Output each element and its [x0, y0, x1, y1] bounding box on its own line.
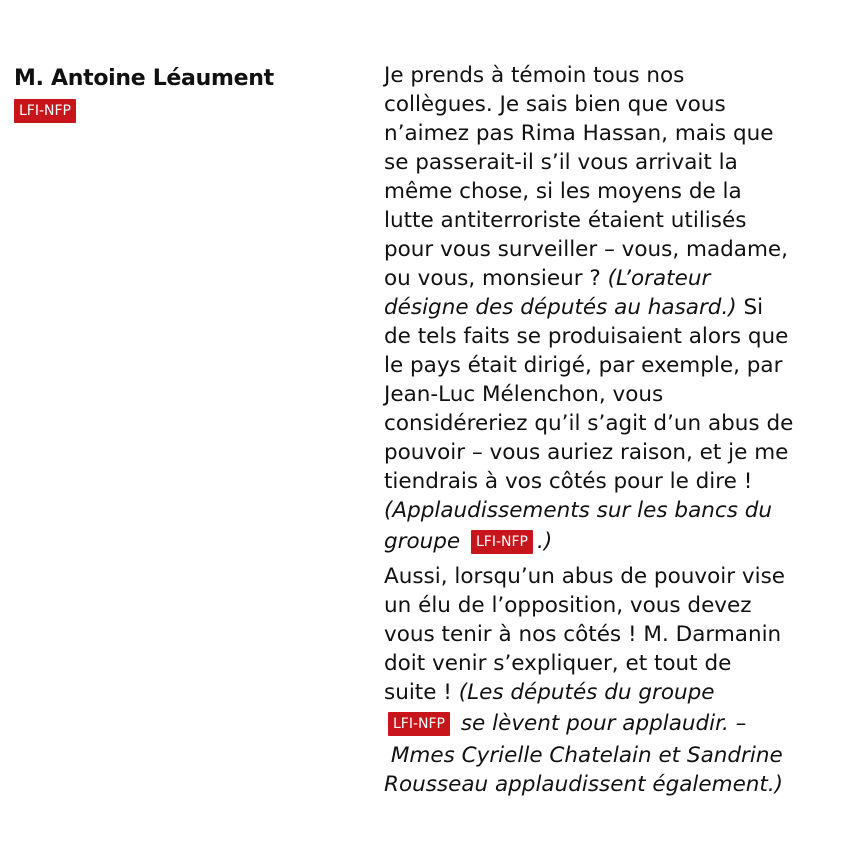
- speaker-block: [14, 64, 344, 123]
- speech-text-run: Si: [736, 295, 764, 320]
- speech-line: tiendrais à vos côtés pour le dire !: [384, 469, 753, 494]
- group-badge: LFI-NFP: [388, 712, 450, 736]
- stage-direction: Rousseau applaudissent également.): [384, 772, 784, 797]
- group-badge: LFI-NFP: [471, 530, 533, 554]
- speech-line: considéreriez qu’il s’agit d’un abus de: [384, 411, 794, 436]
- speech-line: vous tenir à nos côtés ! M. Darmanin: [384, 622, 782, 647]
- speech-paragraph-1: [384, 61, 844, 559]
- speech-line: Aussi, lorsqu’un abus de pouvoir vise: [384, 564, 786, 589]
- speech-line: collègues. Je sais bien que vous: [384, 92, 726, 117]
- stage-direction: (L’orateur: [607, 266, 711, 291]
- speech-line: même chose, si les moyens de la: [384, 179, 742, 204]
- speaker-name[interactable]: M. Antoine Léaument: [14, 66, 274, 91]
- speech-line: n’aimez pas Rima Hassan, mais que: [384, 121, 774, 146]
- stage-direction: .): [537, 529, 553, 554]
- speech-text-run: ou vous, monsieur ?: [384, 266, 608, 291]
- speech-line: [384, 741, 844, 770]
- speech-line: [384, 707, 844, 741]
- speech-line: se passerait-il s’il vous arrivait la: [384, 150, 738, 175]
- speech-line: [384, 678, 844, 707]
- speech-line: [384, 293, 844, 322]
- speech-line: [384, 264, 844, 293]
- speech-text: [384, 61, 844, 799]
- speech-paragraph-2: [384, 562, 844, 799]
- speech-line: [384, 770, 844, 799]
- speech-line: de tels faits se produisaient alors que: [384, 324, 789, 349]
- stage-direction: se lèvent pour applaudir. –: [460, 711, 747, 736]
- speech-line: le pays était dirigé, par exemple, par: [384, 353, 783, 378]
- speech-line: pour vous surveiller – vous, madame,: [384, 237, 788, 262]
- speech-text-run: suite !: [384, 680, 459, 705]
- stage-direction: (Applaudissements sur les bancs du: [384, 498, 772, 523]
- speech-line: [384, 525, 844, 559]
- speech-line: un élu de l’opposition, vous devez: [384, 593, 752, 618]
- speech-line: pouvoir – vous auriez raison, et je me: [384, 440, 789, 465]
- stage-direction: (Les députés du groupe: [458, 680, 715, 705]
- speech-line: Jean-Luc Mélenchon, vous: [384, 382, 664, 407]
- stage-direction: désigne des députés au hasard.): [384, 295, 737, 320]
- speech-line: lutte antiterroriste étaient utilisés: [384, 208, 747, 233]
- speech-line: [384, 496, 844, 525]
- speech-line: Je prends à témoin tous nos: [384, 63, 685, 88]
- stage-direction: Mmes Cyrielle Chatelain et Sandrine: [390, 743, 783, 768]
- stage-direction: groupe: [384, 529, 461, 554]
- speaker-group-badge: LFI-NFP: [14, 99, 76, 123]
- speech-line: doit venir s’expliquer, et tout de: [384, 651, 732, 676]
